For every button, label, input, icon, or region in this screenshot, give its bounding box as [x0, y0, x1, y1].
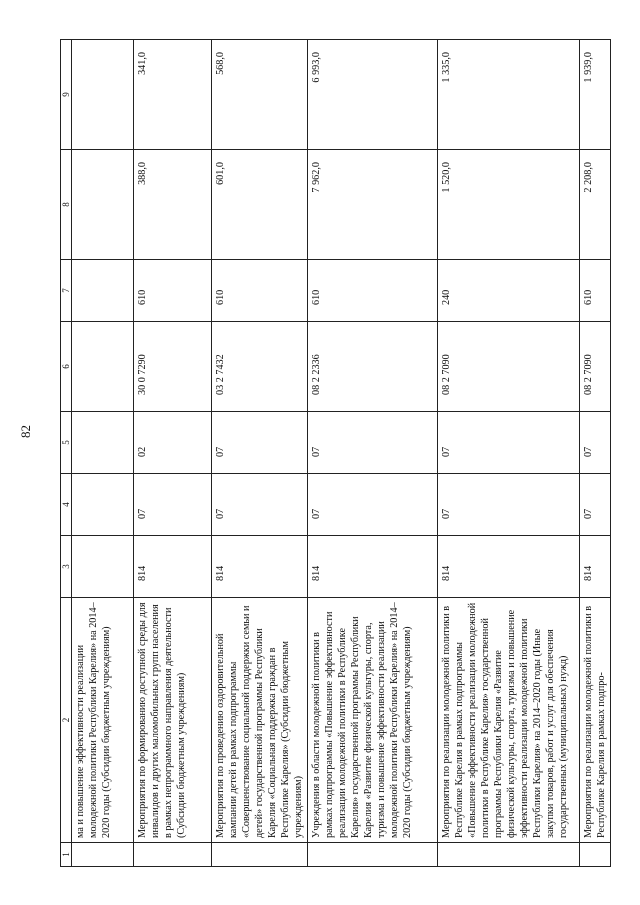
expense-type-cell: 610: [308, 260, 438, 322]
ministry-code-cell: 814: [308, 536, 438, 598]
table-row: [308, 40, 438, 867]
row-index-cell: [72, 843, 134, 867]
amount-cell: 6 993,0: [308, 40, 438, 150]
amount-cell: 568,0: [212, 40, 308, 150]
row-index-cell: [438, 843, 580, 867]
subsection-code-cell: 07: [438, 412, 580, 474]
column-header: 6: [61, 322, 72, 412]
amount-cell: [72, 150, 134, 260]
column-header: 4: [61, 474, 72, 536]
amount-cell: 1 520,0: [438, 150, 580, 260]
table-row: [580, 40, 611, 867]
amount-cell: 601,0: [212, 150, 308, 260]
page-number: 82: [18, 425, 33, 438]
amount-cell: [72, 40, 134, 150]
section-code-cell: 07: [134, 474, 212, 536]
section-code-cell: [72, 474, 134, 536]
row-index-cell: [308, 843, 438, 867]
target-article-cell: 08 2 7090: [580, 322, 611, 412]
column-header: 7: [61, 260, 72, 322]
target-article-cell: 08 2 7090: [438, 322, 580, 412]
description-cell: Мероприятия по реализации молодежной политики в Республике Карелия в рамках подпро-: [580, 598, 611, 843]
row-index-cell: [580, 843, 611, 867]
target-article-cell: 03 2 7432: [212, 322, 308, 412]
column-header: 3: [61, 536, 72, 598]
section-code-cell: 07: [438, 474, 580, 536]
column-header: 5: [61, 412, 72, 474]
expense-type-cell: [72, 260, 134, 322]
description-cell: Мероприятия по проведению оздоровительной кампании детей в рамках подпрограммы «Совершенствование социальной поддержки семьи и детей» государственной программы Республики Карелия «Социальная поддержка граждан в Республике Карелия» (Субсидии бюджетным учреждениям): [212, 598, 308, 843]
amount-cell: 1 335,0: [438, 40, 580, 150]
section-code-cell: 07: [580, 474, 611, 536]
amount-cell: 388,0: [134, 150, 212, 260]
expense-type-cell: 610: [580, 260, 611, 322]
amount-cell: 1 939,0: [580, 40, 611, 150]
subsection-code-cell: 07: [308, 412, 438, 474]
column-header: 8: [61, 150, 72, 260]
description-cell: ма и повышение эффективности реализации молодежной политики Республики Карелия» на 2014–2020 годы (Субсидии бюджетным учреждениям): [72, 598, 134, 843]
description-cell: Учреждения в области молодежной политики в рамках подпрограммы «Повышение эффективности реализации молодежной политики в Республике Карелия» государственной программы Республики Карелия «Развитие физической культуры, спорта, туризма и повышение эффективности реализации молодежной политики Республики Карелия» на 2014–2020 годы (Субсидии бюджетным учреждениям): [308, 598, 438, 843]
target-article-cell: 08 2 2336: [308, 322, 438, 412]
expense-type-cell: 240: [438, 260, 580, 322]
ministry-code-cell: 814: [580, 536, 611, 598]
table-row: [212, 40, 308, 867]
ministry-code-cell: 814: [134, 536, 212, 598]
column-header: 9: [61, 40, 72, 150]
row-index-cell: [134, 843, 212, 867]
budget-table-sheet: [60, 40, 607, 867]
subsection-code-cell: 02: [134, 412, 212, 474]
expense-type-cell: 610: [212, 260, 308, 322]
amount-cell: 2 208,0: [580, 150, 611, 260]
amount-cell: 341,0: [134, 40, 212, 150]
subsection-code-cell: [72, 412, 134, 474]
ministry-code-cell: [72, 536, 134, 598]
section-code-cell: 07: [212, 474, 308, 536]
table-row: [134, 40, 212, 867]
ministry-code-cell: 814: [438, 536, 580, 598]
column-header: 1: [61, 843, 72, 867]
table-row: [72, 40, 134, 867]
ministry-code-cell: 814: [212, 536, 308, 598]
budget-table: [60, 39, 611, 867]
target-article-cell: [72, 322, 134, 412]
column-header: 2: [61, 598, 72, 843]
target-article-cell: 30 0 7290: [134, 322, 212, 412]
description-cell: Мероприятия по формированию доступной среды для инвалидов и других маломобильных групп населения в рамках непрограммного направления деятельности (Субсидии бюджетным учреждениям): [134, 598, 212, 843]
amount-cell: 7 962,0: [308, 150, 438, 260]
section-code-cell: 07: [308, 474, 438, 536]
expense-type-cell: 610: [134, 260, 212, 322]
column-number-row: [61, 40, 72, 867]
subsection-code-cell: 07: [212, 412, 308, 474]
row-index-cell: [212, 843, 308, 867]
subsection-code-cell: 07: [580, 412, 611, 474]
description-cell: Мероприятия по реализации молодежной политики в Республике Карелия в рамках подпрограммы «Повышение эффективности реализации молодежной политики в Республике Карелия» государственной программы Республики Карелия «Развитие физической культуры, спорта, туризма и повышение эффективности реализации молодежной политики Республики Карелия» на 2014–2020 годы (Иные закупки товаров, работ и услуг для обеспечения государственных (муниципальных) нужд): [438, 598, 580, 843]
table-row: [438, 40, 580, 867]
